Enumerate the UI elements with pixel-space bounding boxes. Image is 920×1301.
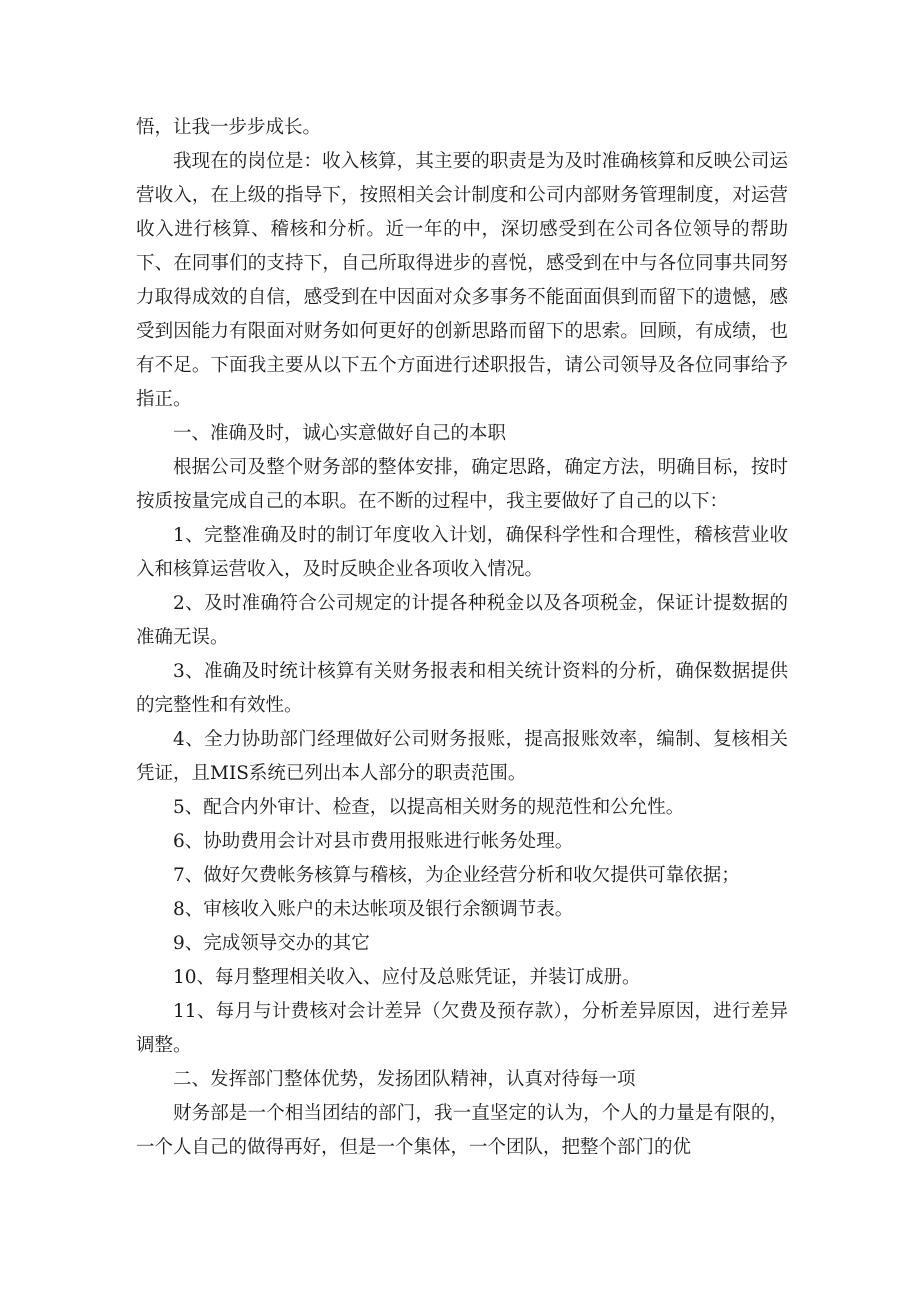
document-body	[136, 111, 788, 1165]
list-item: 3、准确及时统计核算有关财务报表和相关统计资料的分析，确保数据提供的完整性和有效性。	[136, 661, 788, 716]
list-item: 6、协助费用会计对县市费用报账进行帐务处理。	[173, 831, 574, 852]
paragraph-section-2-intro: 财务部是一个相当团结的部门，我一直坚定的认为，个人的力量是有限的，一个人自己的做得再好，但是一个集体，一个团队，把整个部门的优	[136, 1103, 788, 1158]
list-item: 2、及时准确符合公司规定的计提各种税金以及各项税金，保证计提数据的准确无误。	[136, 593, 788, 648]
paragraph-continuation: 悟，让我一步步成长。	[136, 117, 322, 138]
list-item: 9、完成领导交办的其它	[173, 933, 370, 954]
section-heading-1: 一、准确及时，诚心实意做好自己的本职	[173, 423, 507, 444]
section-heading-2: 二、发挥部门整体优势，发扬团队精神，认真对待每一项	[173, 1069, 636, 1090]
list-item: 7、做好欠费帐务核算与稽核，为企业经营分析和收欠提供可靠依据；	[173, 865, 740, 886]
list-item: 1、完整准确及时的制订年度收入计划，确保科学性和合理性，稽核营业收入和核算运营收入，及时反映企业各项收入情况。	[136, 525, 788, 580]
list-item: 5、配合内外审计、检查，以提高相关财务的规范性和公允性。	[173, 797, 685, 818]
paragraph-position-duties: 我现在的岗位是：收入核算，其主要的职责是为及时准确核算和反映公司运营收入，在上级的指导下，按照相关会计制度和公司内部财务管理制度，对运营收入进行核算、稽核和分析。近一年的中，深切感受到在公司各位领导的帮助下、在同事们的支持下，自己所取得进步的喜悦，感受到在中与各位同事共同努力取得成效的自信，感受到在中因面对众多事务不能面面俱到而留下的遗憾，感受到因能力有限面对财务如何更好的创新思路而留下的思索。回顾，有成绩，也有不足。下面我主要从以下五个方面进行述职报告，请公司领导及各位同事给予指正。	[136, 151, 788, 410]
list-item: 4、全力协助部门经理做好公司财务报账，提高报账效率，编制、复核相关凭证，且MIS系统已列出本人部分的职责范围。	[136, 729, 788, 784]
list-item: 8、审核收入账户的未达帐项及银行余额调节表。	[173, 899, 574, 920]
list-item: 11、每月与计费核对会计差异（欠费及预存款），分析差异原因，进行差异调整。	[136, 1001, 788, 1056]
paragraph-section-1-intro: 根据公司及整个财务部的整体安排，确定思路，确定方法，明确目标，按时按质按量完成自己的本职。在不断的过程中，我主要做好了自己的以下：	[136, 457, 788, 512]
list-item: 10、每月整理相关收入、应付及总账凭证，并装订成册。	[173, 967, 641, 988]
